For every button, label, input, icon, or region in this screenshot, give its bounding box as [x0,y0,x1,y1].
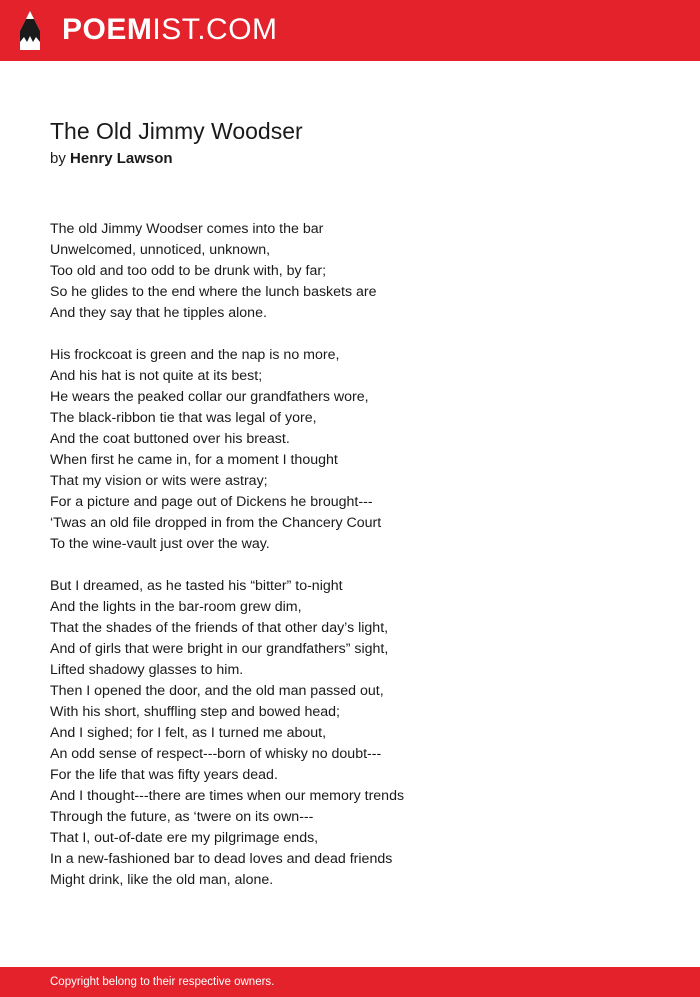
poem-line: He wears the peaked collar our grandfathers wore, [50,389,369,405]
poem-line: And I sighed; for I felt, as I turned me about, [50,725,327,741]
poem-line: For a picture and page out of Dickens he brought--- [50,494,373,510]
poem-author: Henry Lawson [70,150,173,167]
poem-line: Might drink, like the old man, alone. [50,872,274,888]
poem-line: In a new-fashioned bar to dead loves and dead friends [50,851,393,867]
poem-line: And his hat is not quite at its best; [50,368,263,384]
poem-line: Lifted shadowy glasses to him. [50,662,244,678]
poem-line: And the lights in the bar-room grew dim, [50,599,302,615]
poem-line: That I, out-of-date ere my pilgrimage ends, [50,830,319,846]
poem-stanza [50,576,670,891]
poem-line: Too old and too odd to be drunk with, by far; [50,263,327,279]
poem-line: Then I opened the door, and the old man passed out, [50,683,384,699]
by-label: by [50,150,66,167]
poem-line: When first he came in, for a moment I thought [50,452,338,468]
poem-stanza [50,219,670,324]
poem-line: ‘Twas an old file dropped in from the Chancery Court [50,515,382,531]
poem-line: Through the future, as ‘twere on its own--- [50,809,314,825]
poem-line: And they say that he tipples alone. [50,305,267,321]
poem-body [50,219,670,912]
logo-text-light: IST.COM [152,13,278,46]
poem-byline [50,148,173,170]
copyright-text: Copyright belong to their respective owners. [50,976,275,988]
poem-line: An odd sense of respect---born of whisky no doubt--- [50,746,382,762]
poem-title: The Old Jimmy Woodser [50,118,303,144]
poem-line: But I dreamed, as he tasted his “bitter” to-night [50,578,343,594]
site-logo[interactable] [62,12,278,48]
poem-line: To the wine-vault just over the way. [50,536,270,552]
poem-line: That my vision or wits were astray; [50,473,268,489]
site-header [0,0,700,61]
logo-text-strong: POEM [62,13,153,46]
poem-line: His frockcoat is green and the nap is no more, [50,347,340,363]
poem-line: So he glides to the end where the lunch baskets are [50,284,377,300]
pen-nib-icon[interactable] [18,10,42,52]
poem-line: For the life that was fifty years dead. [50,767,278,783]
poem-line: And of girls that were bright in our grandfathers” sight, [50,641,389,657]
poem-line: And the coat buttoned over his breast. [50,431,290,447]
poem-line: And I thought---there are times when our memory trends [50,788,405,804]
poem-stanza [50,345,670,555]
poem-line: The old Jimmy Woodser comes into the bar [50,221,324,237]
poem-line: With his short, shuffling step and bowed head; [50,704,340,720]
poem-line: Unwelcomed, unnoticed, unknown, [50,242,271,258]
poem-line: The black-ribbon tie that was legal of yore, [50,410,317,426]
site-footer [0,967,700,997]
poem-line: That the shades of the friends of that other day’s light, [50,620,389,636]
